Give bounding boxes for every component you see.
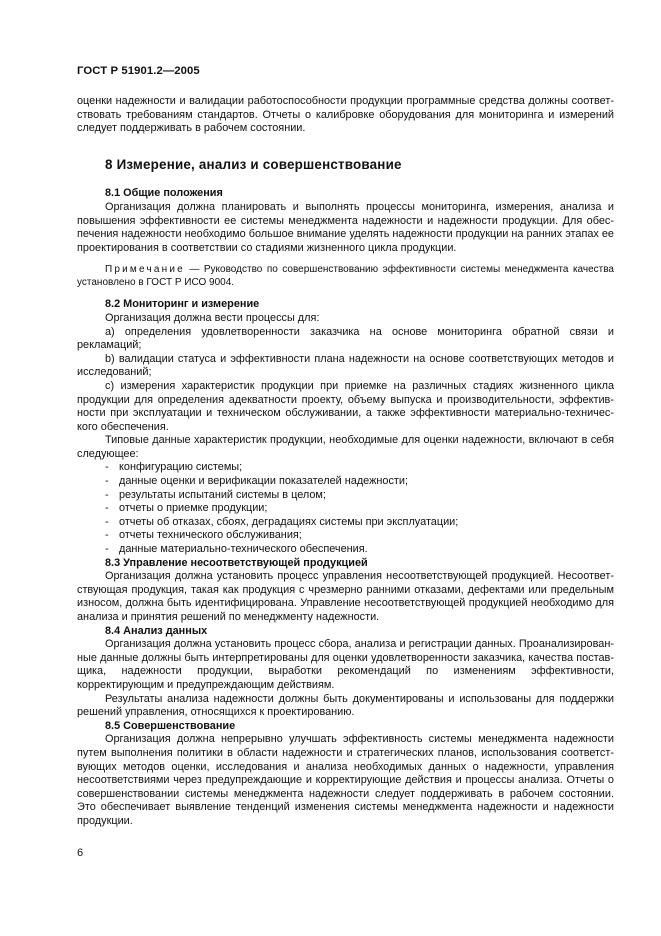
subsection-8-4-title: 8.4 Анализ данных bbox=[105, 624, 208, 637]
dash-item-text: отчеты технического обслуживания; bbox=[119, 529, 302, 542]
section-8-title: 8 Измерение, анализ и совершенствование bbox=[105, 156, 402, 172]
dash-item bbox=[77, 502, 614, 516]
subsection-8-3-text: Организация должна установить процесс управления несоответствующей продукцией. Несоответствующая продукция, такая как продукция с чрезмерно ранними отказами, дефектами или предельным износом, должна быть идентифицирована. Управление несоответствующей продукцией необходимо для анализа и принятия решений по менеджменту надежности. bbox=[77, 570, 614, 623]
dash-mark: - bbox=[105, 461, 109, 474]
note bbox=[77, 264, 614, 289]
dash-mark: - bbox=[105, 475, 109, 488]
dash-item-text: отчеты об отказах, сбоях, деградациях системы при эксплуатации; bbox=[119, 515, 459, 528]
subsection-8-5-title: 8.5 Совершенствование bbox=[105, 719, 236, 732]
dash-mark: - bbox=[105, 515, 109, 528]
subsection-8-5-text: Организация должна непрерывно улучшать эффективность системы менеджмента надежности путем выполнения политики в области надежности и стратегических планов, использования соответствующих методов оценки, исследования и анализа необходимых данных о надежности, управления несоответствиями через предупреждающие и корректирующие действия и процессы анализа. Отчеты о совершенствовании системы менеджмента надежности следует поддерживать в рабочем состоянии. Это обеспечивает выявление тенденций изменения системы менеджмента надежности и надежности продукции. bbox=[77, 733, 614, 827]
dash-mark: - bbox=[105, 502, 109, 515]
dash-item bbox=[77, 529, 614, 543]
subsection-8-2-title: 8.2 Мониторинг и измерение bbox=[105, 298, 260, 311]
dash-item bbox=[77, 489, 614, 503]
subsection-8-2-lead: Организация должна вести процессы для: bbox=[105, 311, 320, 324]
subsection-8-1-title: 8.1 Общие положения bbox=[105, 187, 223, 200]
subsection-8-3-title: 8.3 Управление несоответствующей продукцией bbox=[105, 556, 368, 569]
dash-item-text: отчеты о приемке продукции; bbox=[119, 502, 268, 515]
dash-mark: - bbox=[105, 543, 109, 556]
dash-item bbox=[77, 516, 614, 530]
dash-item bbox=[77, 543, 614, 557]
dash-item-text: конфигурацию системы; bbox=[119, 461, 243, 474]
subsection-8-1-text: Организация должна планировать и выполнять процессы мониторинга, измерения, анализа и повышения эффективности ее системы менеджмента надежности и надежности продукции. Для обеспечения надежности необходимо большое внимание уделять надежности продукции на ранних этапах ее проектирования в соответствии со стадиями жизненного цикла продукции. bbox=[77, 200, 614, 254]
dash-mark: - bbox=[105, 488, 109, 501]
subsection-8-4-text-1: Организация должна установить процесс сбора, анализа и регистрации данных. Проанализированные данные должны быть интерпретированы для оценки удовлетворенности заказчика, качества поставщика, надежности продукции, выработки рекомендаций по изменениям эффективности, корректирующим и предупреждающим действиям. bbox=[77, 638, 614, 691]
document-header: ГОСТ Р 51901.2—2005 bbox=[77, 65, 200, 77]
subsection-8-4-text-2: Результаты анализа надежности должны быть документированы и использованы для поддержки решений управления, относящихся к проектированию. bbox=[77, 692, 614, 719]
document-body bbox=[77, 95, 614, 829]
list-item-c: c) измерения характеристик продукции при приемке на различных стадиях жизненного цикла продукции для определения адекватности проекту, объему выпуска и производительности, эффективности при эксплуатации и техническом обслуживании, а также эффективности материально-технического обеспечения. bbox=[77, 379, 614, 433]
dash-item-text: результаты испытаний системы в целом; bbox=[119, 488, 326, 501]
list-item-a: а) определения удовлетворенности заказчика на основе мониторинга обратной связи и рекламаций; bbox=[77, 325, 614, 352]
dash-item bbox=[77, 461, 614, 475]
list-item-b: b) валидации статуса и эффективности плана надежности на основе соответствующих методов и исследований; bbox=[77, 352, 614, 379]
intro-paragraph: оценки надежности и валидации работоспособности продукции программные средства должны соответствовать требованиям стандартов. Отчеты о калибровке оборудования для мониторинга и измерений следует поддерживать в рабочем состоянии. bbox=[77, 95, 614, 135]
dash-item-text: данные материально-технического обеспечения. bbox=[119, 543, 368, 556]
page-number: 6 bbox=[77, 847, 84, 859]
typical-data-intro: Типовые данные характеристик продукции, необходимые для оценки надежности, включают в себя следующее: bbox=[77, 434, 614, 460]
dash-item-text: данные оценки и верификации показателей надежности; bbox=[119, 475, 409, 488]
note-label: Примечание bbox=[105, 264, 185, 276]
dash-mark: - bbox=[105, 529, 109, 542]
dash-item bbox=[77, 475, 614, 489]
note-text: — Руководство по совершенствованию эффективности системы менеджмента качества установлено в ГОСТ Р ИСО 9004. bbox=[77, 264, 614, 288]
